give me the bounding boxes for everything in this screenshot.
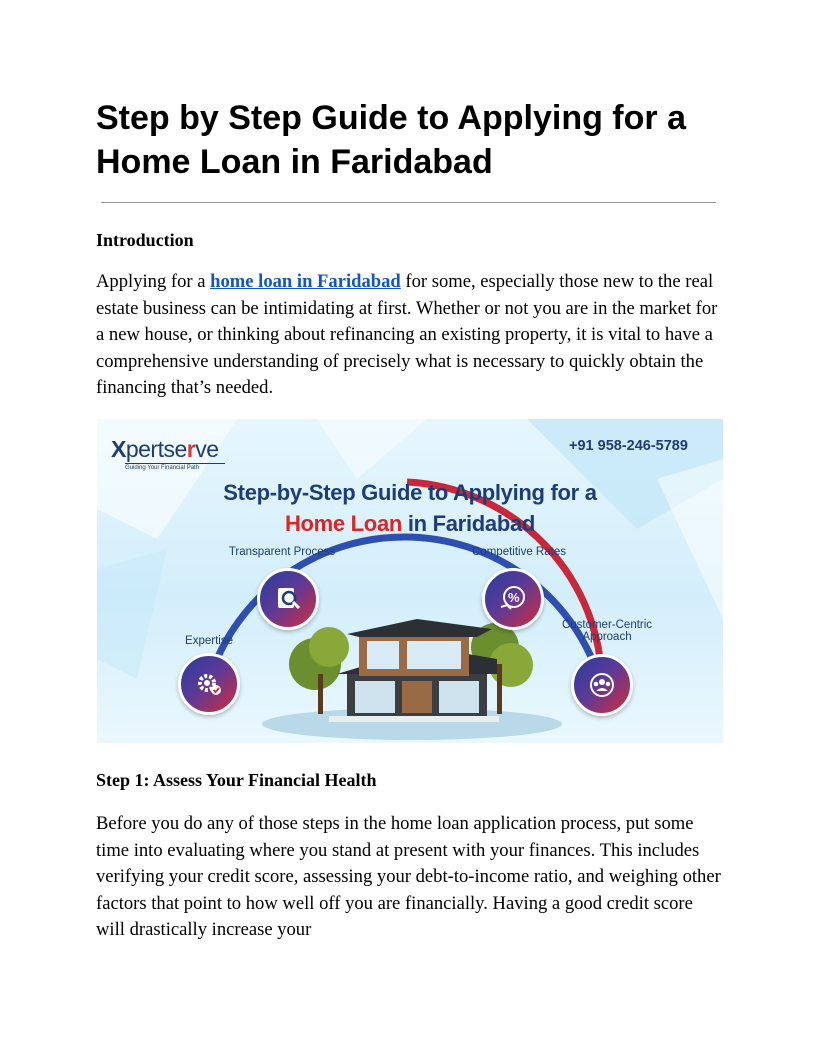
gear-check-icon [178, 653, 240, 715]
page-title: Step by Step Guide to Applying for a Home Loan in Faridabad [96, 99, 686, 181]
introduction-paragraph: Applying for a home loan in Faridabad for some, especially those new to the real estate business can be intimidating at first. Whether or not you are in the market for a new house, or thinking about refinancing an existing property, it is vital to have a comprehensive understanding of precisely what is necessary to quickly obtain the financing that’s needed. [96, 271, 718, 398]
banner-title-line1: Step-by-Step Guide to Applying for a [223, 480, 597, 505]
house-illustration [329, 619, 499, 722]
percent-hand-icon [482, 568, 544, 630]
phone-number: +91 958-246-5789 [569, 438, 688, 454]
step1-heading: Step 1: Assess Your Financial Health [96, 770, 377, 790]
feature-customer-centric: Customer-Centric Approach [561, 619, 653, 643]
divider [101, 202, 716, 203]
home-loan-link[interactable]: home loan in Faridabad [210, 271, 401, 292]
feature-competitive-rates: Competitive Rates [472, 546, 566, 558]
banner-title-line2: Home Loan in Faridabad [284, 511, 536, 536]
group-target-icon [571, 654, 633, 716]
svg-text:%: % [508, 590, 520, 605]
feature-transparent-process: Transparent Process [228, 546, 336, 558]
logo-tagline: Guiding Your Financial Path [125, 463, 225, 471]
introduction-heading: Introduction [96, 230, 194, 250]
magnifier-document-icon [257, 568, 319, 630]
step1-paragraph: Before you do any of those steps in the home loan application process, put some time into evaluating where you stand at present with your finances. This includes verifying your credit score, assessing your debt-to-income ratio, and weighing other factors that point to how well off you are financially. Having a good credit score will drastically increase your [96, 813, 721, 940]
xpertserve-logo: Xpertserve [111, 436, 219, 462]
feature-expertise: Expertise [185, 635, 233, 647]
hero-banner-image [97, 419, 723, 743]
